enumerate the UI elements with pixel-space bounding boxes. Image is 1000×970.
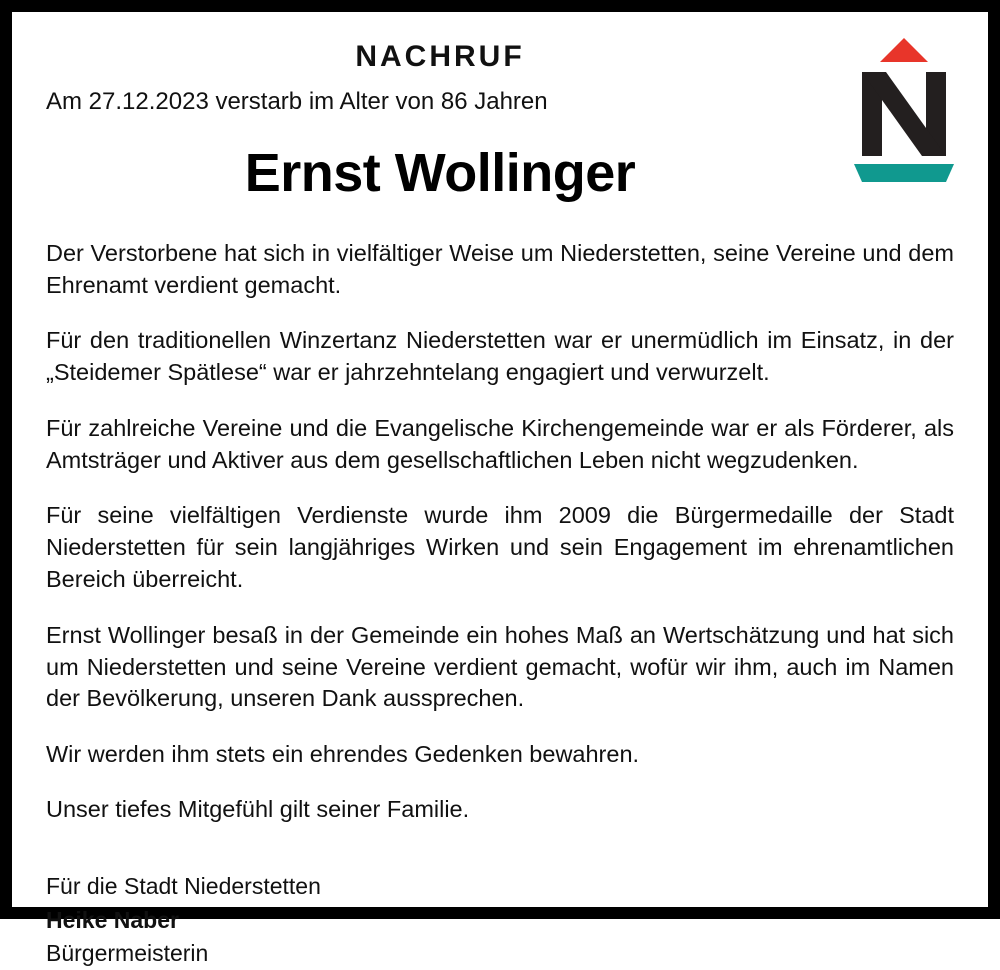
city-logo — [850, 36, 958, 186]
page-title: NACHRUF — [355, 40, 525, 73]
logo-letter-n — [862, 72, 946, 156]
paragraph: Für den traditionellen Winzertanz Niederstetten war er unermüdlich im Einsatz, in der „Steidemer Spätlese“ war er jahrzehntelang engagiert und verwurzelt. — [46, 327, 954, 386]
logo-teal-bar — [854, 164, 954, 182]
paragraph: Der Verstorbene hat sich in vielfältiger Weise um Niederstetten, seine Vereine und dem Ehrenamt verdient gemacht. — [46, 240, 954, 298]
paragraph: Ernst Wollinger besaß in der Gemeinde ein hohes Maß an Wertschätzung und hat sich um Niederstetten und seine Vereine verdient gemacht, wofür wir ihm, auch im Namen der Bevölkerung, unseren Dank aussprechen. — [46, 621, 954, 712]
death-notice-line: Am 27.12.2023 verstarb im Alter von 86 Jahren — [46, 88, 548, 115]
deceased-name: Ernst Wollinger — [244, 143, 636, 203]
obituary-body — [46, 238, 954, 826]
paragraph: Wir werden ihm stets ein ehrendes Gedenken bewahren. — [46, 740, 640, 767]
signature-person: Heike Naber — [46, 906, 179, 933]
paragraph: Für seine vielfältigen Verdienste wurde ihm 2009 die Bürgermedaille der Stadt Niederstetten für sein langjähriges Wirken und sein Engagement im ehrenamtlichen Bereich überreicht. — [46, 502, 954, 593]
signature-organisation: Für die Stadt Niederstetten — [46, 873, 321, 900]
obituary-card — [12, 12, 988, 967]
paragraph: Für zahlreiche Vereine und die Evangelische Kirchengemeinde war er als Förderer, als Amtsträger und Aktiver aus dem gesellschaftlichen Leben nicht wegzudenken. — [46, 414, 954, 473]
paragraph: Unser tiefes Mitgefühl gilt seiner Familie. — [46, 796, 470, 823]
signature-block — [46, 870, 954, 970]
signature-role: Bürgermeisterin — [46, 940, 209, 967]
logo-red-triangle — [880, 38, 928, 62]
